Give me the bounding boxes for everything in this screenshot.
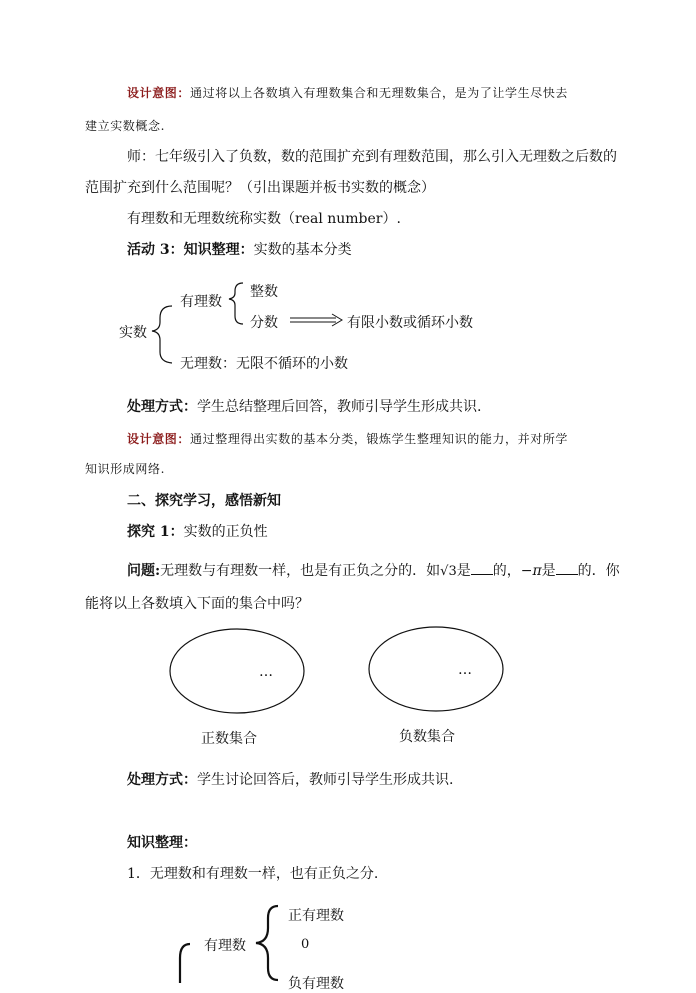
question-text-e: 的．你 xyxy=(577,563,620,579)
tree-negative-label: 负有理数 xyxy=(288,976,344,992)
question-text-d: 是 xyxy=(541,563,556,579)
finite-decimal-label: 有限小数或循环小数 xyxy=(347,315,473,331)
point-1: 1．无理数和有理数一样，也有正负之分. xyxy=(127,866,379,882)
process-text: 学生总结整理后回答，教师引导学生形成共识. xyxy=(197,399,482,415)
design-intent-text: 通过将以上各数填入有理数集合和无理数集合，是为了让学生尽快去 xyxy=(190,86,569,100)
positive-set-label: 正数集合 xyxy=(201,731,257,747)
design-intent-label: 设计意图： xyxy=(127,432,191,446)
teacher-line-1: 师：七年级引入了负数，数的范围扩充到有理数范围，那么引入无理数之后数的 xyxy=(127,149,617,165)
design-intent-label: 设计意图： xyxy=(127,86,191,100)
sqrt3-symbol: √3 xyxy=(440,564,457,579)
real-number-definition: 有理数和无理数统称实数（real number）. xyxy=(127,211,401,227)
rational-label: 有理数 xyxy=(180,294,222,310)
question-text-b: 是 xyxy=(456,563,471,579)
activity-3-label: 活动 3：知识整理： xyxy=(127,242,254,258)
integer-label: 整数 xyxy=(250,284,278,300)
tree-zero-label: 0 xyxy=(301,937,310,952)
rational-sign-brace xyxy=(256,906,278,980)
question-text-c: 的， xyxy=(492,563,521,579)
section-2-title: 二、探究学习，感悟新知 xyxy=(127,493,281,509)
activity-3-text: 实数的基本分类 xyxy=(253,242,352,258)
tree-positive-label: 正有理数 xyxy=(288,908,344,924)
neg-pi-symbol: −π xyxy=(520,563,542,579)
tree-rational-label: 有理数 xyxy=(204,938,246,954)
negative-set-label: 负数集合 xyxy=(399,729,455,745)
process-label: 处理方式： xyxy=(127,772,197,788)
question-line-2: 能将以上各数填入下面的集合中吗？ xyxy=(85,596,309,612)
real-label: 实数 xyxy=(119,325,147,341)
explore-1-label: 探究 1： xyxy=(127,524,184,540)
design-intent-text: 通过整理得出实数的基本分类，锻炼学生整理知识的能力，并对所学 xyxy=(190,432,569,446)
design-intent-1-line2: 建立实数概念. xyxy=(85,119,166,133)
question-label: 问题: xyxy=(127,563,161,579)
process-label: 处理方式： xyxy=(127,399,197,415)
fraction-label: 分数 xyxy=(250,315,278,331)
irrational-label: 无理数：无限不循环的小数 xyxy=(180,356,348,372)
question-text-a: 无理数与有理数一样，也是有正负之分的．如 xyxy=(160,563,441,579)
design-intent-2-line2: 知识形成网络. xyxy=(85,462,166,476)
outer-brace-partial xyxy=(180,944,190,983)
knowledge-heading: 知识整理： xyxy=(127,835,197,851)
positive-set-dots: … xyxy=(259,664,273,680)
teacher-line-2: 范围扩充到什么范围呢？（引出课题并板书实数的概念） xyxy=(85,180,435,196)
explore-1-text: 实数的正负性 xyxy=(183,524,268,540)
process-text: 学生讨论回答后，教师引导学生形成共识. xyxy=(197,772,454,788)
negative-set-dots: … xyxy=(458,662,472,678)
